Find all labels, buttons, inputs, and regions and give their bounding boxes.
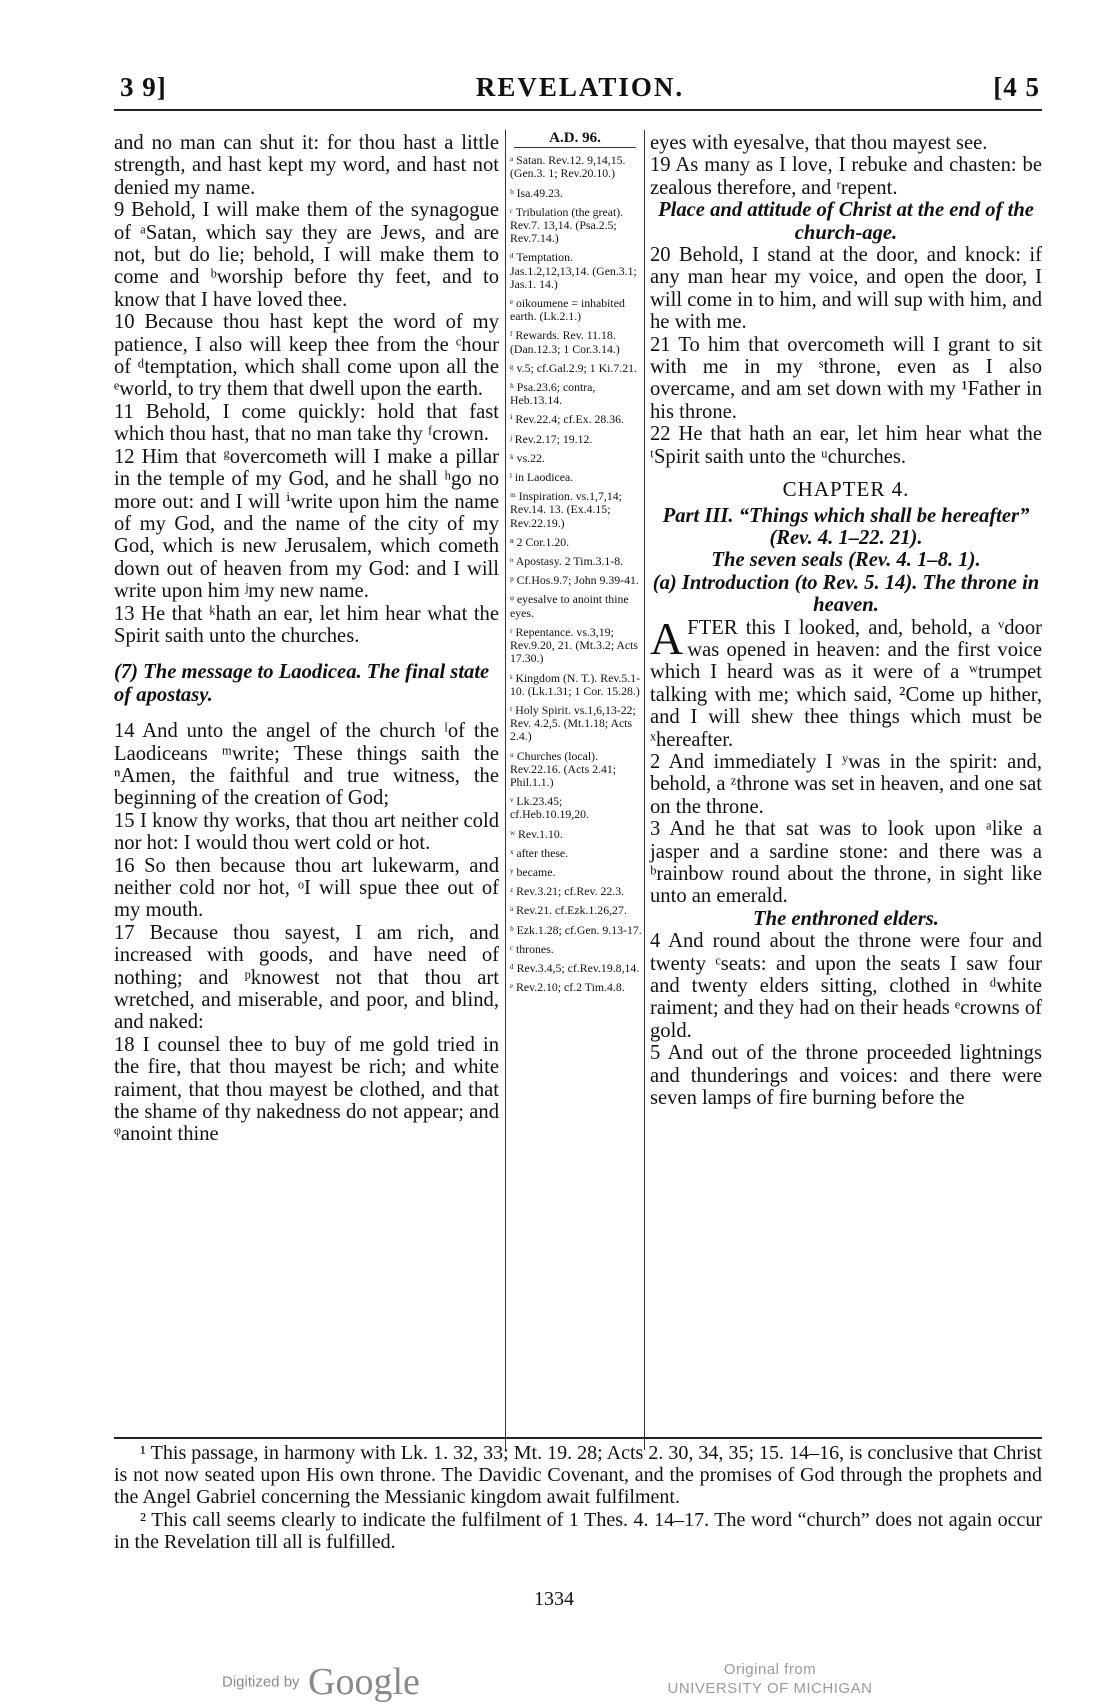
footnote-2: ² This call seems clearly to indicate the fulfilment of 1 Thes. 4. 14–17. The word “church” does not again occur in the Revelation till all is fulfilled. <box>114 1508 1042 1553</box>
marginal-note: ʳ Repentance. vs.3,19; Rev.9.20, 21. (Mt.3.2; Acts 17.30.) <box>510 624 639 666</box>
marginal-note: ⁿ 2 Cor.1.20. <box>510 534 570 549</box>
marginal-note: ᵐ Inspiration. vs.1,7,14; Rev.14. 13. (Ex.4.15; Rev.22.19.) <box>510 489 622 530</box>
marginal-note: ᶜ Tribulation (the great). Rev.7. 13,14. (Psa.2.5; Rev.7.14.) <box>510 204 624 246</box>
digitized-watermark <box>222 1660 420 1704</box>
marginal-note: ᵉ Rev.2.10; cf.2 Tim.4.8. <box>510 980 625 995</box>
marginal-note: ᵇ Ezk.1.28; cf.Gen. 9.13-17. <box>510 922 642 937</box>
running-header <box>120 72 1040 106</box>
section-heading: The seven seals (Rev. 4. 1–8. 1). <box>711 549 981 572</box>
marginal-note: ˢ Kingdom (N. T.). Rev.5.1-10. (Lk.1.31; 1 Cor. 15.28.) <box>510 670 641 698</box>
marginal-note: ᶠ Rewards. Rev. 11.18. (Dan.12.3; 1 Cor.3.14.) <box>510 328 620 356</box>
verse-paragraph: 15 I know thy works, that thou art neither cold nor hot: I would thou wert cold or hot. <box>114 809 499 855</box>
marginal-note: ᶜ thrones. <box>510 941 554 956</box>
marginal-note: ʰ Psa.23.6; contra, Heb.13.14. <box>510 380 596 408</box>
verse-paragraph: 20 Behold, I stand at the door, and knock: if any man hear my voice, and open the door, I will come in to him, and will sup with him, and he with me. <box>650 244 1042 334</box>
marginal-date: A.D. 96. <box>514 132 636 148</box>
spacer <box>114 647 499 661</box>
verse-paragraph: 9 Behold, I will make them of the synagogue of ᵃSatan, which say they are Jews, and are not, but do lie; behold, I will make them to come and ᵇworship before thy feet, and to know that I have loved thee. <box>114 199 499 311</box>
verse-paragraph: 3 And he that sat was to look upon ᵃlike a jasper and a sardine stone: and there was a ᵇrainbow round about the throne, in sight like unto an emerald. <box>650 818 1042 908</box>
verse-paragraph: 17 Because thou sayest, I am rich, and increased with goods, and have need of nothing; and ᵖknowest not that thou art wretched, and miserable, and poor, and blind, and naked: <box>114 921 499 1034</box>
marginal-note: ᵉ oikoumene = inhabited earth. (Lk.2.1.) <box>510 296 625 324</box>
marginal-note: ᶻ Rev.3.21; cf.Rev. 22.3. <box>510 884 625 899</box>
marginal-note: ˣ after these. <box>510 845 569 860</box>
section-heading: (a) Introduction (to Rev. 5. 14). The throne in heaven. <box>652 571 1040 617</box>
marginal-note: ʸ became. <box>510 864 556 879</box>
verse-paragraph: eyes with eyesalve, that thou mayest see. <box>650 132 988 154</box>
marginal-note: ᵃ Satan. Rev.12. 9,14,15. (Gen.3. 1; Rev.20.10.) <box>510 153 626 181</box>
verse-paragraph: 10 Because thou hast kept the word of my patience, I also will keep thee from the ᶜhour of ᵈtemptation, which shall come upon all the ᵉworld, to try them that dwell upon the earth. <box>114 311 499 401</box>
footnote-rule <box>114 1437 1042 1439</box>
header-chapter-verse: 3 9] <box>120 72 167 102</box>
marginal-note: ᵈ Rev.3.4,5; cf.Rev.19.8,14. <box>510 960 640 975</box>
section-heading: The enthroned elders. <box>753 907 939 930</box>
marginal-notes-list <box>510 154 644 994</box>
section-heading: (7) The message to Laodicea. The final state of apostasy. <box>114 661 490 706</box>
marginal-note: ᵛ Lk.23.45; cf.Heb.10.19,20. <box>510 794 589 822</box>
marginal-note: ⁱ Rev.22.4; cf.Ex. 28.36. <box>510 412 624 427</box>
verse-paragraph: 12 Him that ᵍovercometh will I make a pillar in the temple of my God, and he shall ʰgo no more out: and I will ⁱwrite upon him the name of my God, and the name of the city of my God, which is new Jerusalem, which cometh down out of heaven from my God: and I will write upon him ʲmy new name. <box>114 445 499 603</box>
verse-paragraph: 19 As many as I love, I rebuke and chasten: be zealous therefore, and ʳrepent. <box>650 154 1042 199</box>
university-text: UNIVERSITY OF MICHIGAN <box>667 1680 873 1697</box>
left-text-column <box>114 132 499 1146</box>
google-logo: Google <box>308 1661 420 1703</box>
verse-paragraph: 4 And round about the throne were four and twenty ᶜseats: and upon the seats I saw four and twenty elders sitting, clothed in ᵈwhite raiment; and they had on their heads ᵉcrowns of gold. <box>650 930 1042 1042</box>
verse-paragraph: 13 He that ᵏhath an ear, let him hear what the Spirit saith unto the churches. <box>114 602 499 647</box>
marginal-note: ˡ in Laodicea. <box>510 470 574 485</box>
marginal-note: ʲ Rev.2.17; 19.12. <box>510 431 593 446</box>
verse-paragraph: 5 And out of the throne proceeded lightnings and thunderings and voices: and there were seven lamps of fire burning before the <box>650 1042 1042 1110</box>
marginal-note: ᵠ eyesalve to anoint thine eyes. <box>510 592 629 620</box>
header-rule <box>114 109 1042 111</box>
verse-paragraph: 16 So then because thou art lukewarm, and neither cold nor hot, ᵒI will spue thee out of my mouth. <box>114 854 499 922</box>
marginal-note: ᵃ Rev.21. cf.Ezk.1.26,27. <box>510 903 627 918</box>
chapter-heading: CHAPTER 4. <box>782 477 910 502</box>
marginal-note: ʷ Rev.1.10. <box>510 826 563 841</box>
drop-cap-text: FTER this I looked, and, behold, a ᵛdoor was opened in heaven: and the first voice which I heard was as it were of a ʷtrumpet talking with me; which said, ²Come up hither, and I will shew thee things which must be ˣhereafter. <box>650 616 1042 751</box>
drop-cap: A <box>650 612 684 664</box>
original-from-text: Original from <box>723 1661 817 1678</box>
verse-paragraph: 21 To him that overcometh will I grant to sit with me in my ˢthrone, even as I also overcame, and am set down with my ¹Father in his throne. <box>650 333 1042 423</box>
marginal-note: ᵖ Cf.Hos.9.7; John 9.39-41. <box>510 573 639 588</box>
spacer <box>114 706 499 720</box>
footnotes <box>114 1442 1042 1553</box>
marginal-note: ᵗ Holy Spirit. vs.1,6,13-22; Rev. 4.2,5. (Mt.1.18; Acts 2.4.) <box>510 702 636 744</box>
section-heading: Place and attitude of Christ at the end of the church-age. <box>658 199 1034 244</box>
verse-paragraph <box>650 612 1042 751</box>
source-watermark <box>640 1660 900 1698</box>
verse-paragraph: 11 Behold, I come quickly: hold that fast which thou hast, that no man take thy ᶠcrown. <box>114 400 499 446</box>
page-number: 1334 <box>534 1588 574 1610</box>
verse-paragraph: 22 He that hath an ear, let him hear what the ᵗSpirit saith unto the ᵘchurches. <box>650 423 1042 468</box>
header-next-chapter-verse: [4 5 <box>993 72 1040 102</box>
digitized-by-text: Digitized by <box>222 1673 300 1691</box>
marginal-notes-column <box>505 130 645 1450</box>
verse-paragraph: 2 And immediately I ʸwas in the spirit: and, behold, a ᶻthrone was set in heaven, and one sat on the throne. <box>650 750 1042 818</box>
footnote-1: ¹ This passage, in harmony with Lk. 1. 32, 33; Mt. 19. 28; Acts 2. 30, 34, 35; 15. 14–16, is conclusive that Christ is not now seated upon His own throne. The Davidic Covenant, and the promises of God through the prophets and the Angel Gabriel concerning the Messianic kingdom await fulfilment. <box>114 1442 1042 1509</box>
marginal-note: ᵍ v.5; cf.Gal.2.9; 1 Ki.7.21. <box>510 360 637 375</box>
verse-paragraph: 18 I counsel thee to buy of me gold tried in the fire, that thou mayest be rich; and white raiment, that thou mayest be clothed, and that the shame of thy nakedness do not appear; and ᵠanoint thine <box>114 1033 499 1146</box>
right-text-column <box>650 132 1042 1109</box>
verse-paragraph: 14 And unto the angel of the church ˡof the Laodiceans ᵐwrite; These things saith the ⁿAmen, the faithful and true witness, the beginning of the creation of God; <box>114 720 499 810</box>
marginal-note: ᵘ Churches (local). Rev.22.16. (Acts 2.41; Phil.1.1.) <box>510 748 617 789</box>
book-title: REVELATION. <box>475 72 685 102</box>
marginal-note: ᵏ vs.22. <box>510 450 545 465</box>
marginal-note: ᵈ Temptation. Jas.1.2,12,13,14. (Gen.3.1; Jas.1. 14.) <box>510 250 637 291</box>
section-heading: Part III. “Things which shall be hereafter” (Rev. 4. 1–22. 21). <box>662 504 1030 549</box>
verse-paragraph: and no man can shut it: for thou hast a little strength, and hast kept my word, and hast not denied my name. <box>114 132 499 199</box>
marginal-note: ᵇ Isa.49.23. <box>510 185 563 200</box>
marginal-note: ᵒ Apostasy. 2 Tim.3.1-8. <box>510 554 624 569</box>
